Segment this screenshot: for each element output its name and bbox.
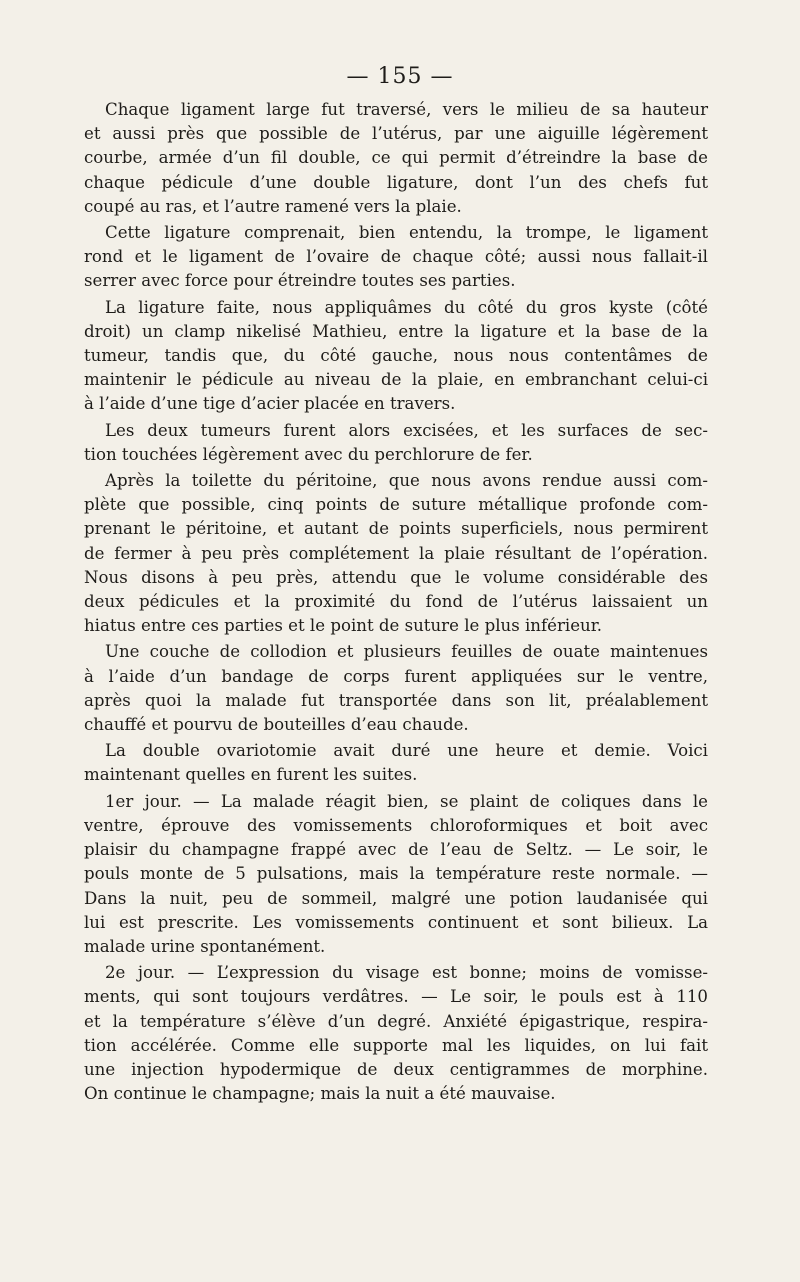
text-line: Cette ligature comprenait, bien entendu, la trompe, le ligament bbox=[105, 223, 708, 243]
text-line: deux pédicules et la proximité du fond de l’utérus laissaient un bbox=[84, 592, 708, 612]
text-line: tion accélérée. Comme elle supporte mal les liquides, on lui fait bbox=[84, 1035, 708, 1055]
text-line: malade urine spontanément. bbox=[84, 936, 326, 956]
text-line: La double ovariotomie avait duré une heure et demie. Voici bbox=[105, 741, 708, 761]
paragraph bbox=[84, 296, 708, 417]
page-number: — 155 — bbox=[346, 64, 454, 89]
text-line: coupé au ras, et l’autre ramené vers la plaie. bbox=[84, 196, 462, 216]
text-line: Chaque ligament large fut traversé, vers le milieu de sa hauteur bbox=[105, 100, 708, 119]
text-line: plaisir du champagne frappé avec de l’eau de Seltz. — Le soir, le bbox=[84, 840, 708, 860]
text-line: La ligature faite, nous appliquâmes du côté du gros kyste (côté bbox=[105, 297, 708, 317]
text-line: Après la toilette du péritoine, que nous avons rendue aussi com- bbox=[105, 471, 708, 491]
text-line: une injection hypodermique de deux centigrammes de morphine. bbox=[84, 1059, 708, 1079]
text-line: tumeur, tandis que, du côté gauche, nous nous contentâmes de bbox=[84, 346, 708, 366]
paragraph bbox=[84, 469, 708, 638]
text-line: 1er jour. — La malade réagit bien, se plaint de coliques dans le bbox=[105, 791, 708, 811]
text-line: après quoi la malade fut transportée dans son lit, préalablement bbox=[84, 690, 708, 710]
text-line: hiatus entre ces parties et le point de suture le plus inférieur. bbox=[84, 616, 603, 636]
paragraph bbox=[84, 640, 708, 737]
text-line: Les deux tumeurs furent alors excisées, et les surfaces de sec- bbox=[105, 420, 708, 440]
text-line: On continue le champagne; mais la nuit a été mauvaise. bbox=[84, 1084, 556, 1104]
text-line: lui est prescrite. Les vomissements continuent et sont bilieux. La bbox=[84, 912, 708, 932]
text-line: à l’aide d’une tige d’acier placée en travers. bbox=[84, 394, 456, 414]
text-line: droit) un clamp nikelisé Mathieu, entre la ligature et la base de la bbox=[84, 321, 708, 341]
text-line: plète que possible, cinq points de suture métallique profonde com- bbox=[84, 495, 708, 515]
text-line: Dans la nuit, peu de sommeil, malgré une potion laudanisée qui bbox=[84, 888, 708, 908]
text-line: prenant le péritoine, et autant de points superficiels, nous permirent bbox=[84, 519, 708, 539]
text-line: 2e jour. — L’expression du visage est bonne; moins de vomisse- bbox=[105, 963, 708, 983]
text-line: à l’aide d’un bandage de corps furent appliquées sur le ventre, bbox=[84, 666, 708, 686]
text-line: de fermer à peu près complétement la plaie résultant de l’opération. bbox=[84, 543, 708, 563]
text-line: Nous disons à peu près, attendu que le volume considérable des bbox=[84, 567, 708, 587]
paragraph bbox=[84, 221, 708, 294]
text-line: courbe, armée d’un fil double, ce qui permit d’étreindre la base de bbox=[84, 148, 708, 168]
text-line: ments, qui sont toujours verdâtres. — Le soir, le pouls est à 110 bbox=[84, 987, 708, 1007]
text-line: pouls monte de 5 pulsations, mais la température reste normale. — bbox=[84, 864, 708, 884]
body-text bbox=[84, 98, 708, 1108]
text-line: chaque pédicule d’une double ligature, dont l’un des chefs fut bbox=[84, 172, 708, 192]
paragraph bbox=[84, 419, 708, 467]
text-line: ventre, éprouve des vomissements chloroformiques et boit avec bbox=[84, 815, 708, 835]
text-line: maintenant quelles en furent les suites. bbox=[84, 765, 418, 785]
paragraph bbox=[84, 739, 708, 787]
text-line: maintenir le pédicule au niveau de la plaie, en embranchant celui-ci bbox=[84, 370, 708, 390]
text-line: et aussi près que possible de l’utérus, par une aiguille légèrement bbox=[84, 124, 708, 144]
paragraph bbox=[84, 790, 708, 959]
text-line: serrer avec force pour étreindre toutes ses parties. bbox=[84, 271, 516, 291]
paragraph bbox=[84, 98, 708, 219]
text-line: chauffé et pourvu de bouteilles d’eau chaude. bbox=[84, 715, 469, 735]
text-line: et la température s’élève d’un degré. Anxiété épigastrique, respira- bbox=[84, 1011, 708, 1031]
paragraph bbox=[84, 961, 708, 1106]
text-line: tion touchées légèrement avec du perchlorure de fer. bbox=[84, 444, 533, 464]
text-line: rond et le ligament de l’ovaire de chaque côté; aussi nous fallait-il bbox=[84, 247, 708, 267]
text-line: Une couche de collodion et plusieurs feuilles de ouate maintenues bbox=[105, 642, 708, 662]
